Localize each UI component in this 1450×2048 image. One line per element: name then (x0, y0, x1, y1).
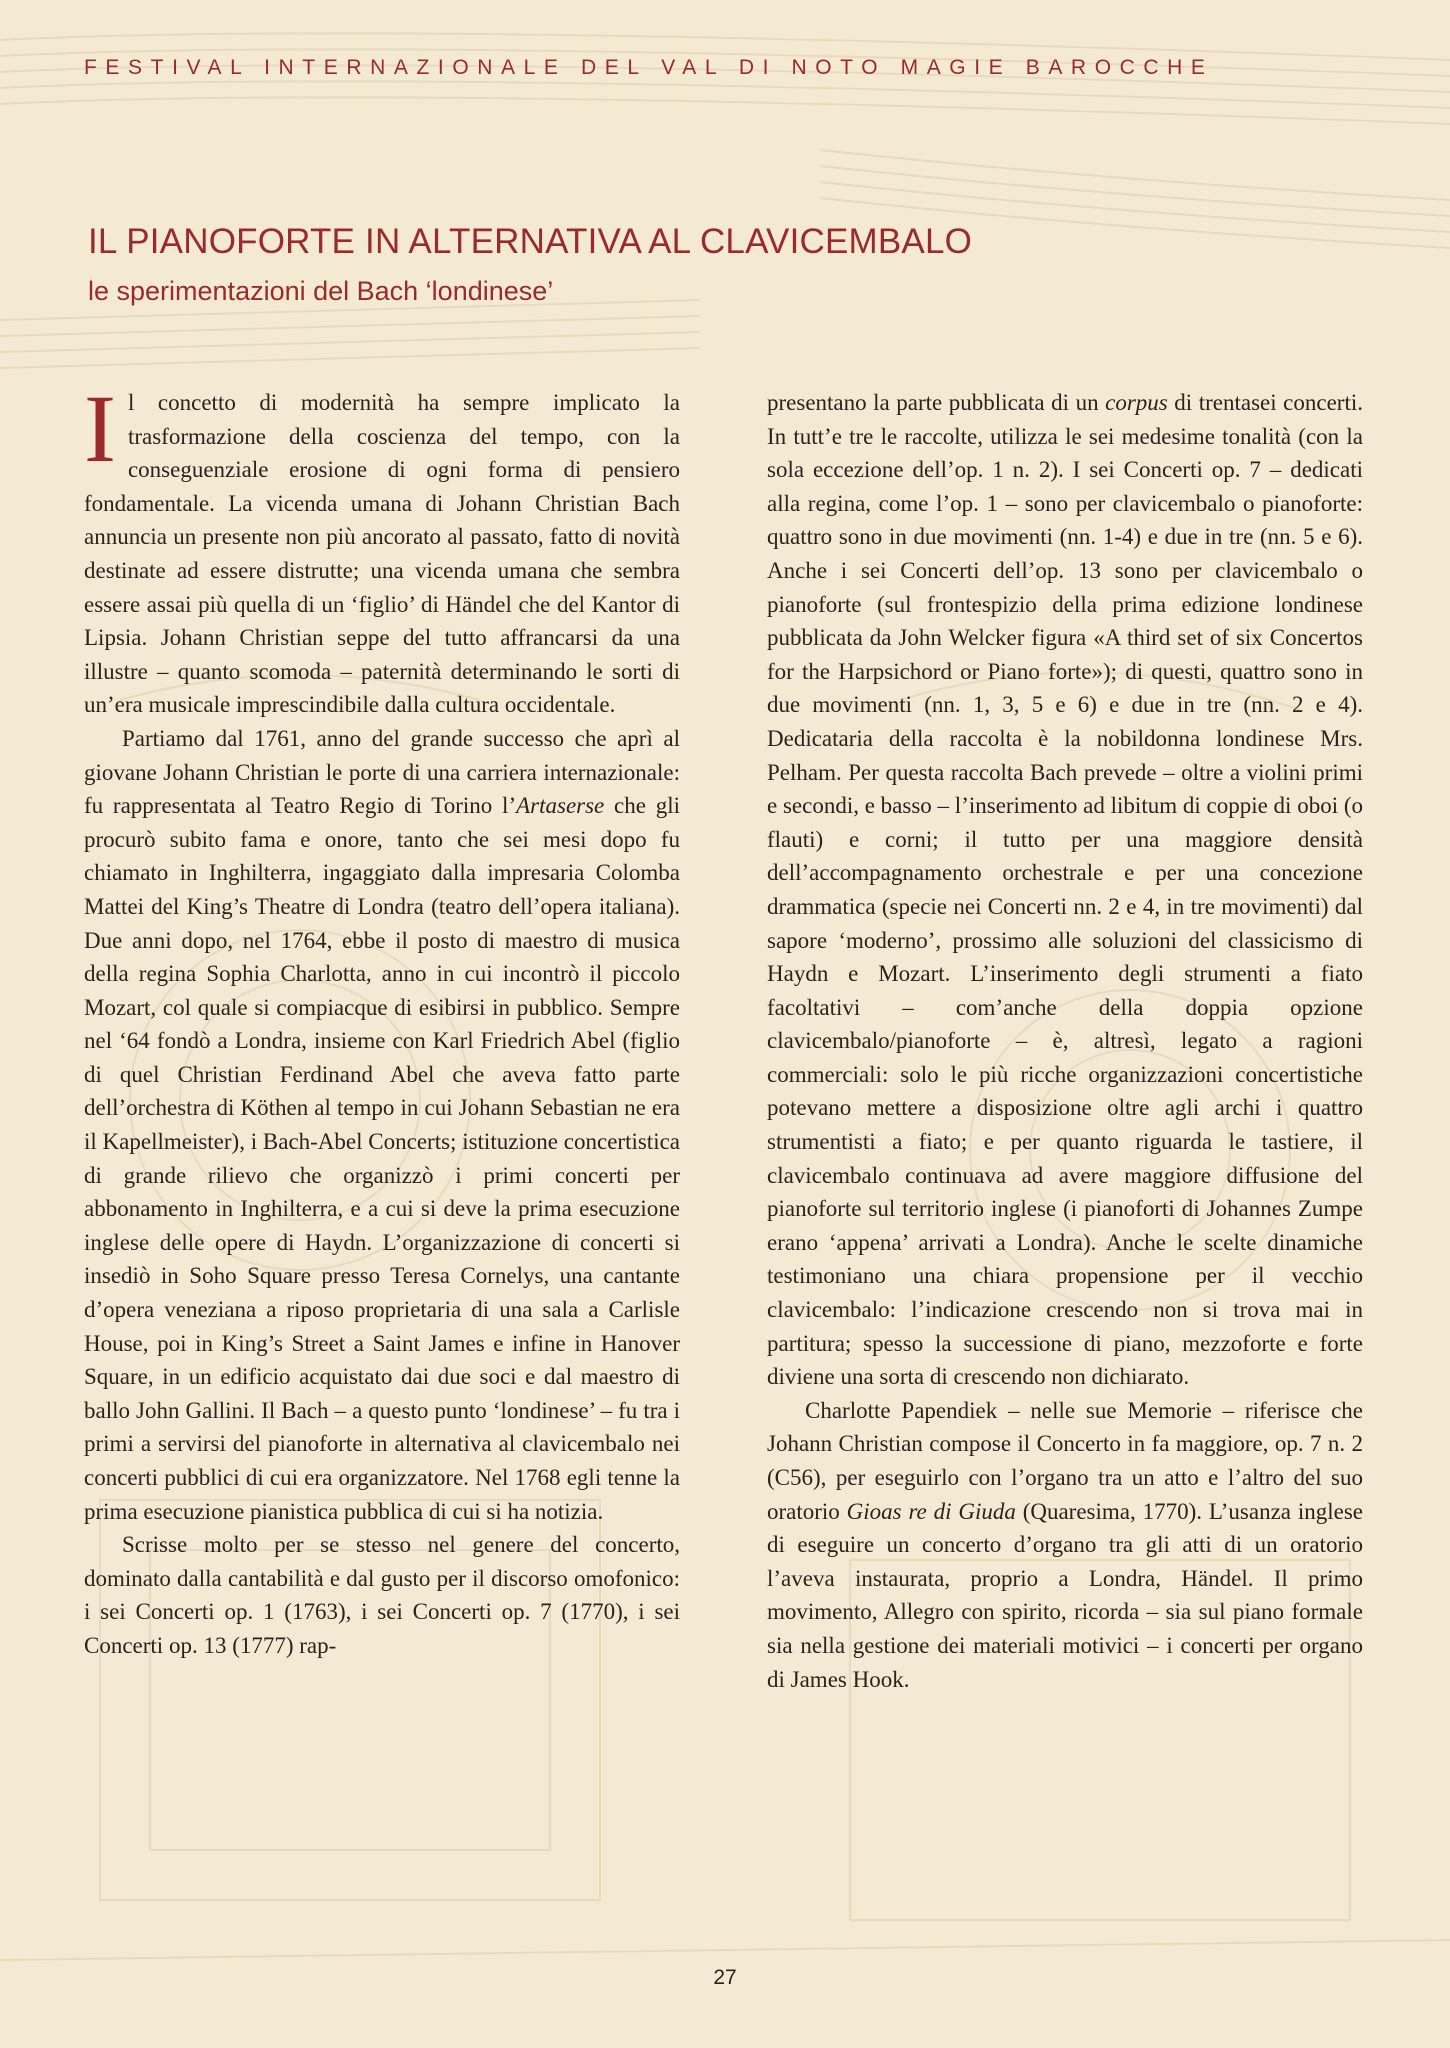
drop-cap: I (84, 375, 116, 482)
paragraph-2-text-b: che gli procurò subito fama e onore, tanto che sei mesi dopo fu chiamato in Inghilterra, ingaggiato dalla impresaria Colomba Mattei del King’s Theatre di Londra (teatro dell’opera italiana). Due anni dopo, nel 1764, ebbe il posto di maestro di musica della regina Sophia Charlotta, anno in cui incontrò il piccolo Mozart, col quale si compiacque di esibirsi in pubblico. Sempre nel ‘64 fondò a Londra, insieme con Karl Friedrich Abel (figlio di quel Christian Ferdinand Abel che aveva fatto parte dell’orchestra di Köthen al tempo in cui Johann Sebastian ne era il Kapellmeister), i Bach-Abel Concerts; istituzione concertistica di grande rilievo che organizzò i primi concerti per abbonamento in Inghilterra, e a cui si deve la prima esecuzione inglese delle opere di Haydn. L’organizzazione di concerti si insediò in Soho Square presso Teresa Cornelys, una cantante d’opera veneziana a riposo proprietaria di una sala a Carlisle House, poi in King’s Street a Saint James e infine in Hanover Square, in un edificio acquistato dai due soci e dal maestro di ballo John Gallini. Il Bach – a questo punto ‘londinese’ – fu tra i primi a servirsi del pianoforte in alternativa al clavicembalo nei concerti pubblici di cui era organizzatore. Nel 1768 egli tenne la prima esecuzione pianistica pubblica di cui si ha notizia. (84, 793, 680, 1524)
paragraph-4 (767, 386, 1363, 1394)
article-title: IL PIANOFORTE IN ALTERNATIVA AL CLAVICEMBALO (88, 222, 973, 261)
paragraph-2 (84, 722, 680, 1528)
oratorio-title: Gioas re di Giuda (846, 1498, 1016, 1524)
paragraph-1-text: l concetto di modernità ha sempre implicato la trasformazione della coscienza del tempo, con la conseguenziale erosione di ogni forma di pensiero fondamentale. La vicenda umana di Johann Christian Bach annuncia un presente non più ancorato al passato, fatto di novità destinate ad essere distrutte; una vicenda umana che sembra essere assai più quella di un ‘figlio’ di Händel che del Kantor di Lipsia. Johann Christian seppe del tutto affrancarsi da una illustre – quanto scomoda – paternità determinando le sorti di un’era musicale imprescindibile dalla cultura occidentale. (84, 390, 680, 718)
paragraph-2-text-a: Partiamo dal 1761, anno del grande successo che aprì al giovane Johann Christian le porte di una carriera internazionale: fu rappresentata al Teatro Regio di Torino l’ (84, 725, 680, 819)
left-column (84, 375, 680, 1663)
paragraph-4-text-b: di trentasei concerti. In tutt’e tre le raccolte, utilizza le sei medesime tonalità (con la sola eccezione dell’op. 1 n. 2). I sei Concerti op. 7 – dedicati alla regina, come l’op. 1 – sono per clavicembalo o pianoforte: quattro sono in due movimenti (nn. 1-4) e due in tre (nn. 5 e 6). Anche i sei Concerti dell’op. 13 sono per clavicembalo o pianoforte (sul frontespizio della prima edizione londinese pubblicata da John Welcker figura «A third set of six Concertos for the Harpsichord or Piano forte»); di questi, quattro sono in due movimenti (nn. 1, 3, 5 e 6) e due in tre (nn. 2 e 4). Dedicataria della raccolta è la nobildonna londinese Mrs. Pelham. Per questa raccolta Bach prevede – oltre a violini primi e secondi, e basso – l’inserimento ad libitum di coppie di oboi (o flauti) e corni; il tutto per una maggiore densità dell’accompagnamento orchestrale e per una concezione drammatica (specie nei Concerti nn. 2 e 4, in tre movimenti) dal sapore ‘moderno’, prossimo alle soluzioni del classicismo di Haydn e Mozart. L’inserimento degli strumenti a fiato facoltativi – com’anche della doppia opzione clavicembalo/pianoforte – è, altresì, legato a ragioni commerciali: solo le più ricche organizzazioni concertistiche potevano mettere a disposizione oltre agli archi i quattro strumentisti a fiato; e per quanto riguarda le tastiere, il clavicembalo continuava ad avere maggiore diffusione del pianoforte sul territorio inglese (i pianoforti di Johannes Zumpe erano ‘appena’ arrivati a Londra). Anche le scelte dinamiche testimoniano una chiara propensione per il vecchio clavicembalo: l’indicazione crescendo non si trova mai in partitura; spesso la successione di piano, mezzoforte e forte diviene una sorta di crescendo non dichiarato. (767, 390, 1363, 1390)
paragraph-3: Scrisse molto per se stesso nel genere del concerto, dominato dalla cantabilità e dal gusto per il discorso omofonico: i sei Concerti op. 1 (1763), i sei Concerti op. 7 (1770), i sei Concerti op. 13 (1777) rap- (84, 1532, 680, 1658)
article-subtitle: le sperimentazioni del Bach ‘londinese’ (88, 276, 554, 306)
page-number: 27 (713, 1966, 737, 1989)
term-corpus: corpus (1105, 390, 1168, 415)
paragraph-5-text-b: (Quaresima, 1770). L’usanza inglese di eseguire un concerto d’organo tra gli atti di un oratorio l’aveva instaurata, proprio a Londra, Händel. Il primo movimento, Allegro con spirito, ricorda – sia sul piano formale sia nella gestione dei materiali motivici – i concerti per organo di James Hook. (767, 1498, 1363, 1692)
paragraph-5 (767, 1394, 1363, 1696)
opera-title-artaserse: Artaserse (516, 793, 605, 819)
paragraph-5-text-a: Charlotte Papendiek – nelle sue Memorie – riferisce che Johann Christian compose il Concerto in fa maggiore, op. 7 n. 2 (C56), per eseguirlo con l’organo tra un atto e l’altro del suo oratorio (767, 1397, 1363, 1524)
running-header: FESTIVAL INTERNAZIONALE DEL VAL DI NOTO MAGIE BAROCCHE (84, 56, 1214, 79)
right-column (767, 386, 1363, 1696)
paragraph-4-text-a: presentano la parte pubblicata di un (767, 390, 1106, 415)
paragraph-1 (84, 375, 680, 722)
